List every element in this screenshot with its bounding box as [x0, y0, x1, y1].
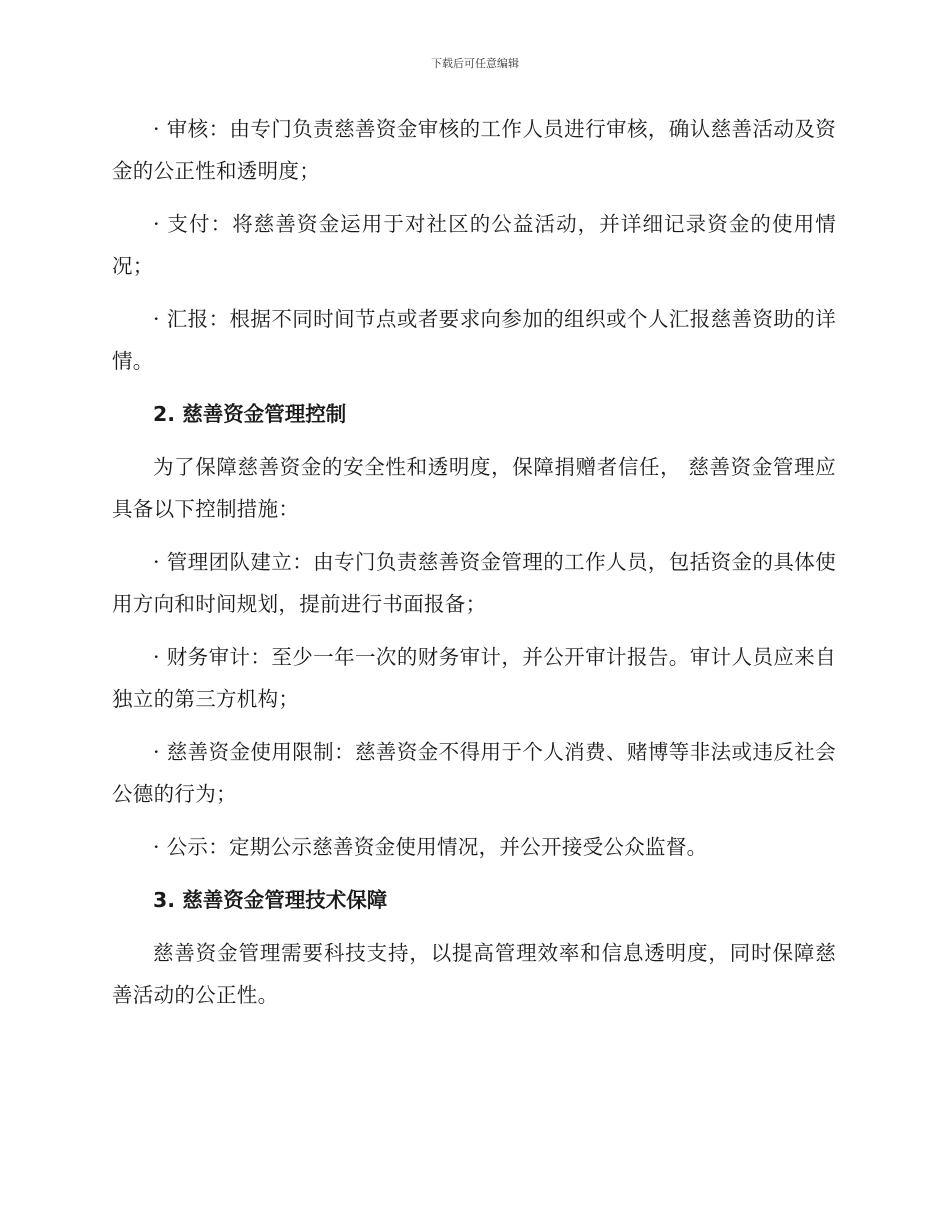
- paragraph-control-intro: 为了保障慈善资金的安全性和透明度，保障捐赠者信任， 慈善资金管理应具备以下控制措施：: [112, 455, 836, 521]
- section-heading-3: 3. 慈善资金管理技术保障: [153, 888, 388, 912]
- paragraph-review: · 审核：由专门负责慈善资金审核的工作人员进行审核，确认慈善活动及资金的公正性和透明度；: [112, 117, 836, 183]
- section-heading-2: 2. 慈善资金管理控制: [153, 402, 347, 426]
- document-body: [112, 108, 836, 1027]
- paragraph-publicity: · 公示：定期公示慈善资金使用情况，并公开接受公众监督。: [153, 835, 708, 859]
- paragraph-management-team: · 管理团队建立：由专门负责慈善资金管理的工作人员，包括资金的具体使用方向和时间规划，提前进行书面报备；: [112, 550, 836, 616]
- paragraph-usage-restriction: · 慈善资金使用限制：慈善资金不得用于个人消费、赌博等非法或违反社会公德的行为；: [112, 740, 836, 806]
- paragraph-payment: · 支付：将慈善资金运用于对社区的公益活动，并详细记录资金的使用情况；: [112, 212, 836, 278]
- paragraph-report: · 汇报：根据不同时间节点或者要求向参加的组织或个人汇报慈善资助的详情。: [112, 307, 836, 373]
- header-note: 下载后可任意编辑: [431, 57, 519, 70]
- paragraph-financial-audit: · 财务审计：至少一年一次的财务审计，并公开审计报告。审计人员应来自独立的第三方机构；: [112, 645, 836, 711]
- paragraph-tech-support: 慈善资金管理需要科技支持，以提高管理效率和信息透明度，同时保障慈善活动的公正性。: [112, 941, 836, 1007]
